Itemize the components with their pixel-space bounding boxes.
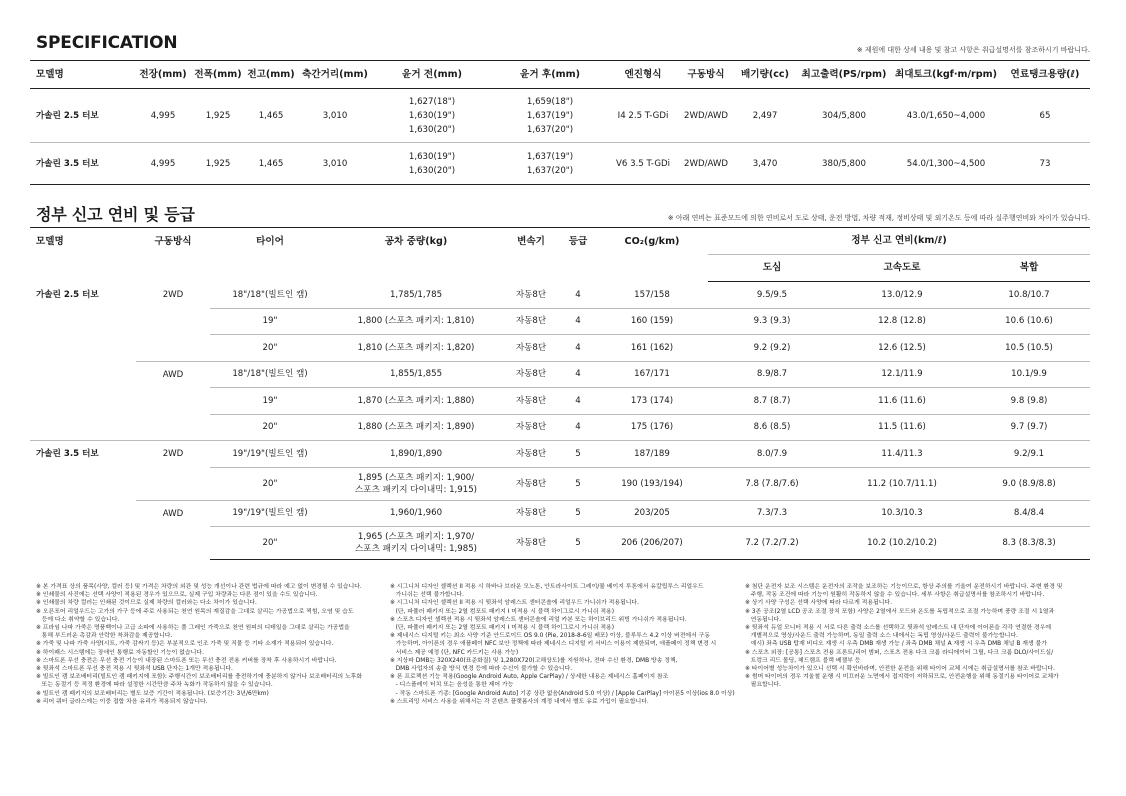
co2-value: 175 (176) — [596, 414, 708, 441]
fuel-header-model: 모델명 — [30, 228, 136, 282]
spec-header: 최대토크(kgf·m/rpm) — [892, 61, 1000, 89]
spec-header: 구동방식 — [678, 61, 734, 89]
footnote-line: ※ 첨단 운전자 보조 시스템은 운전자의 조작을 보조하는 기능이므로, 항상 주의를 기울여 운전하시기 바랍니다. 주변 환경 및 — [745, 584, 1063, 590]
tire-value: 19"/19"(빌트인 캠) — [210, 441, 330, 468]
footnote-line: ※ 빌트인 캠 패키지의 보조배터리는 별도 보증 기간이 적용됩니다. (보증기간: 3년/6만km) — [36, 690, 269, 697]
city-value: 8.6 (8.5) — [708, 414, 836, 441]
footnote-line: 등에 다소 취약할 수 있습니다. — [36, 616, 120, 623]
weight-line: 스포츠 패키지 다이내믹: 1,915) — [354, 484, 478, 495]
weight-value: 1,880 (스포츠 패키지: 1,890) — [330, 414, 502, 441]
fuel-header-combined: 복합 — [968, 255, 1090, 282]
spec-title: SPECIFICATION — [36, 33, 178, 53]
model-name: 가솔린 3.5 터보 — [30, 143, 134, 185]
footnote-line: ※ 썸머 타이어의 경우 겨울철 운행 시 미끄러운 노면에서 접지력이 저하되므로, 안전운행을 위해 동절기용 타이어로 교체가 — [745, 674, 1059, 681]
footnote-line: 예시) 좌측 USB 탑재 비디오 재생 시 우측 DMB 재생 가능 / 좌측 DMB 채널 A 재생 시 우측 DMB 채널 B 재생 불가 — [745, 641, 1047, 648]
rear-tread-value — [492, 89, 608, 143]
front-tread-value — [372, 89, 492, 143]
combined-value: 10.6 (10.6) — [968, 308, 1090, 335]
highway-value: 11.5 (11.6) — [836, 414, 968, 441]
co2-value: 157/158 — [596, 282, 708, 309]
footnote-line: ※ 하이패스 시스템에는 장애인 통행료 자동할인 기능이 없습니다. — [36, 649, 204, 656]
table-row — [30, 143, 1090, 185]
grade-value: 5 — [560, 527, 596, 560]
weight-line: 1,895 (스포츠 패키지: 1,900/ — [357, 472, 475, 483]
highway-value: 13.0/12.9 — [836, 282, 968, 309]
fuel-header-efficiency: 정부 신고 연비(km/ℓ) — [708, 228, 1090, 255]
combined-value: 9.2/9.1 — [968, 441, 1090, 468]
drive-value: 2WD/AWD — [678, 89, 734, 143]
wheelbase-value: 3,010 — [298, 143, 372, 185]
footnote-line: 또는 동절기 등 적정 환경에 따라 설정한 시간만큼 주차 녹화가 작동하지 않을 수 있습니다. — [36, 682, 273, 689]
footnote-line: ※ 본 가격표 상의 품목(사양, 컬러 등) 및 가격은 차량의 외관 및 성능 개선이나 관련 법규에 따라 예고 없이 변경될 수 있습니다. — [36, 584, 362, 590]
length-value: 4,995 — [134, 143, 192, 185]
combined-value: 9.7 (9.7) — [968, 414, 1090, 441]
trans-value: 자동8단 — [502, 467, 560, 500]
grade-value: 5 — [560, 467, 596, 500]
city-value: 8.9/8.7 — [708, 361, 836, 388]
wheelbase-value: 3,010 — [298, 89, 372, 143]
footnote-line: ※ 타이어별 성능차이가 있으니 선택 시 확인바라며, 안전한 운전을 위해 타이어 교체 시에는 취급설명서를 참조 바랍니다. — [745, 666, 1055, 673]
co2-value: 167/171 — [596, 361, 708, 388]
city-value: 8.7 (8.7) — [708, 388, 836, 415]
spec-header: 전장(mm) — [134, 61, 192, 89]
grade-value: 4 — [560, 388, 596, 415]
footnotes-column-2 — [390, 583, 742, 706]
footnote-line: - 디스플레이 터치 또는 음성을 통한 제어 가능 — [390, 682, 514, 689]
footnotes-column-3 — [745, 583, 1097, 690]
weight-value: 1,960/1,960 — [330, 500, 502, 527]
fuel-table — [30, 227, 1090, 560]
spec-header: 모델명 — [30, 61, 134, 89]
table-row — [30, 500, 1090, 527]
power-value: 304/5,800 — [796, 89, 892, 143]
rear-tread-value — [492, 143, 608, 185]
front-tread-line: 1,630(20") — [408, 124, 456, 135]
highway-value: 12.1/11.9 — [836, 361, 968, 388]
drive-value: 2WD — [136, 282, 210, 362]
co2-value: 161 (162) — [596, 335, 708, 362]
tank-value: 65 — [1000, 89, 1090, 143]
width-value: 1,925 — [192, 89, 244, 143]
trans-value: 자동8단 — [502, 388, 560, 415]
footnote-line: ※ 3존 공조(2열 LCD 공조 조절 장치 포함) 사양은 2열에서 모드와 온도를 독립적으로 조절 가능하며 풍량 조절 시 1열과 — [745, 608, 1055, 615]
weight-value: 1,870 (스포츠 패키지: 1,880) — [330, 388, 502, 415]
engine-value: I4 2.5 T-GDi — [608, 89, 678, 143]
tire-value: 19"/19"(빌트인 캠) — [210, 500, 330, 527]
footnote-line: - 작동 스마트폰 기종: [Google Android Auto] 기종 상관 없음(Android 5.0 이상) / [Apple CarPlay] 아이폰5 이상(ios 8.0 이상) — [390, 690, 735, 697]
table-row — [30, 361, 1090, 388]
highway-value: 10.3/10.3 — [836, 500, 968, 527]
highway-value: 10.2 (10.2/10.2) — [836, 527, 968, 560]
footnote-line: 통해 부드러운 촉감과 안락한 착좌감을 제공합니다. — [36, 633, 173, 640]
footnote-line: 연동됩니다. — [745, 616, 781, 623]
trans-value: 자동8단 — [502, 441, 560, 468]
rear-tread-line: 1,659(18") — [526, 96, 574, 107]
weight-value: 1,785/1,785 — [330, 282, 502, 309]
spec-header: 엔진형식 — [608, 61, 678, 89]
footnote-line: ※ 리어 쿼터 글라스에는 이중 접합 차음 유리가 적용되지 않습니다. — [36, 698, 208, 705]
rear-tread-line: 1,637(20") — [526, 124, 574, 135]
footnote-line: 개별적으로 영상/사운드 출력 가능하며, 동일 출력 소스 내에서는 독립 영상/사운드 출력이 불가능합니다. — [745, 633, 1018, 640]
footnote-line: ※ 스포츠 디자인 셀렉션 적용 시 뒷좌석 암레스트 센터콘솔에 리얼 카본 또는 하이브리드 위빙 가니쉬가 적용됩니다. — [390, 616, 687, 623]
grade-value: 4 — [560, 361, 596, 388]
length-value: 4,995 — [134, 89, 192, 143]
weight-value: 1,810 (스포츠 패키지: 1,820) — [330, 335, 502, 362]
tire-value: 18"/18"(빌트인 캠) — [210, 282, 330, 309]
rear-tread-line: 1,637(20") — [526, 165, 574, 176]
torque-value: 43.0/1,650~4,000 — [892, 89, 1000, 143]
footnote-line: (단, 파퓰러 패키지 또는 2열 컴포트 패키지 I 미적용 시 블랙 하이그로시 가니쉬 적용) — [390, 625, 615, 632]
drive-value: AWD — [136, 361, 210, 441]
tire-value: 19" — [210, 308, 330, 335]
spec-header: 전폭(mm) — [192, 61, 244, 89]
city-value: 7.2 (7.2/7.2) — [708, 527, 836, 560]
tire-value: 19" — [210, 388, 330, 415]
front-tread-value — [372, 143, 492, 185]
front-tread-line: 1,630(20") — [408, 165, 456, 176]
combined-value: 8.3 (8.3/8.3) — [968, 527, 1090, 560]
front-tread-line: 1,630(19") — [408, 151, 456, 162]
footnote-line: 트렁크 리드 몰딩, 헤드램프 블랙 베젤부 등 — [745, 657, 861, 664]
co2-value: 187/189 — [596, 441, 708, 468]
weight-value — [330, 527, 502, 560]
table-row — [30, 441, 1090, 468]
spec-header: 연료탱크용량(ℓ) — [1000, 61, 1090, 89]
co2-value: 203/205 — [596, 500, 708, 527]
grade-value: 4 — [560, 335, 596, 362]
co2-value: 190 (193/194) — [596, 467, 708, 500]
tire-value: 20" — [210, 527, 330, 560]
footnote-line: ※ 스트리밍 서비스 사용을 위해서는 각 콘텐츠 플랫폼사의 계정 내에서 별도 유료 가입이 필요합니다. — [390, 698, 649, 705]
front-tread-line: 1,630(19") — [408, 110, 456, 121]
co2-value: 160 (159) — [596, 308, 708, 335]
tire-value: 18"/18"(빌트인 캠) — [210, 361, 330, 388]
grade-value: 4 — [560, 282, 596, 309]
city-value: 8.0/7.9 — [708, 441, 836, 468]
combined-value: 10.5 (10.5) — [968, 335, 1090, 362]
highway-value: 12.6 (12.5) — [836, 335, 968, 362]
city-value: 9.2 (9.2) — [708, 335, 836, 362]
combined-value: 8.4/8.4 — [968, 500, 1090, 527]
footnote-line: ※ 가죽 및 나파 가죽 사양(시트, 가죽 감싸기 등)은 부분적으로 인조 가죽 및 직물 등 기타 소재가 적용되어 있습니다. — [36, 641, 334, 648]
highway-value: 12.8 (12.8) — [836, 308, 968, 335]
fuel-header-weight: 공차 중량(kg) — [330, 228, 502, 282]
footnote-line: ※ 제네시스 디지털 키는 최소 사양 기준 안드로이드 OS 9.0 (Pie, 2018-8-6일 배포) 이상, 블루투스 4.2 이상 버전에서 구동 — [390, 633, 711, 640]
highway-value: 11.2 (10.7/11.1) — [836, 467, 968, 500]
weight-value — [330, 467, 502, 500]
rear-tread-line: 1,637(19") — [526, 151, 574, 162]
footnote-line: ※ 상기 사양 구성은 선택 사양에 따라 다르게 적용됩니다. — [745, 600, 892, 607]
front-tread-line: 1,627(18") — [408, 96, 456, 107]
table-row — [30, 89, 1090, 143]
footnote-line: ※ 시그니처 디자인 셀렉션 II 적용 시 뒷좌석 암레스트 센터콘솔에 리얼우드 가니쉬가 적용됩니다. — [390, 600, 639, 607]
displacement-value: 2,497 — [734, 89, 796, 143]
fuel-title: 정부 신고 연비 및 등급 — [36, 205, 195, 224]
combined-value: 10.8/10.7 — [968, 282, 1090, 309]
drive-value: 2WD — [136, 441, 210, 501]
spec-header: 윤거 전(mm) — [372, 61, 492, 89]
fuel-header-city: 도심 — [708, 255, 836, 282]
model-name: 가솔린 2.5 터보 — [30, 89, 134, 143]
drive-value: AWD — [162, 508, 184, 519]
footnote-line: ※ 인쇄물의 차량 컬러는 인쇄된 것이므로 실제 차량의 컬러와는 다소 차이가 있습니다. — [36, 600, 257, 607]
power-value: 380/5,800 — [796, 143, 892, 185]
height-value: 1,465 — [244, 89, 298, 143]
city-value: 9.3 (9.3) — [708, 308, 836, 335]
height-value: 1,465 — [244, 143, 298, 185]
footnotes-column-1 — [36, 583, 388, 706]
footnote-line: ※ 스포츠 외장: [공통] 스포츠 전용 프론트/리어 범퍼, 스포츠 전용 다크 크롬 라디에이터 그릴, 다크 크롬 DLO/사이드실/ — [745, 649, 1054, 656]
tire-value: 20" — [210, 414, 330, 441]
trans-value: 자동8단 — [502, 414, 560, 441]
fuel-header-tire: 타이어 — [210, 228, 330, 282]
highway-value: 11.6 (11.6) — [836, 388, 968, 415]
footnote-line: (단, 파퓰러 패키지 또는 2열 컴포트 패키지 I 미적용 시 블랙 하이그로시 가니쉬 적용) — [390, 608, 615, 615]
weight-line: 1,965 (스포츠 패키지: 1,970/ — [357, 532, 475, 542]
highway-value: 11.4/11.3 — [836, 441, 968, 468]
trans-value: 자동8단 — [502, 282, 560, 309]
combined-value: 10.1/9.9 — [968, 361, 1090, 388]
footnote-line: 필요합니다. — [745, 682, 781, 689]
torque-value: 54.0/1,300~4,500 — [892, 143, 1000, 185]
fuel-header-grade: 등급 — [560, 228, 596, 282]
footnote-line: ※ 폰 프로젝션 기능 적용(Google Android Auto, Apple CarPlay) / 상세한 내용은 제네시스 홈페이지 참조 — [390, 674, 669, 681]
footnote-line: ※ 지상파 DMB는 320X240(표준화질) 및 1,280X720(고해상도)를 지원하나, 전파 수신 환경, DMB 방송 정책, — [390, 657, 678, 664]
spec-table — [30, 60, 1090, 185]
grade-value: 4 — [560, 308, 596, 335]
spec-header: 전고(mm) — [244, 61, 298, 89]
footnote-line: ※ 오픈포어 리얼우드는 고가의 가구 등에 주로 사용되는 천연 원목의 재질감을 그대로 살리는 가공법으로 찍힘, 오염 및 습도 — [36, 608, 354, 615]
tire-value: 20" — [210, 335, 330, 362]
weight-line: 스포츠 패키지 다이내믹: 1,985) — [354, 544, 478, 554]
weight-value: 1,855/1,855 — [330, 361, 502, 388]
engine-value: V6 3.5 T-GDi — [608, 143, 678, 185]
trans-value: 자동8단 — [502, 361, 560, 388]
tank-value: 73 — [1000, 143, 1090, 185]
fuel-note: ※ 아래 연비는 표준모드에 의한 연비로서 도로 상태, 운전 방법, 차량 적재, 정비상태 및 외기온도 등에 따라 실주행연비와 차이가 있습니다. — [667, 214, 1090, 222]
weight-value: 1,890/1,890 — [330, 441, 502, 468]
rear-tread-line: 1,637(19") — [526, 110, 574, 121]
trans-value: 자동8단 — [502, 500, 560, 527]
spec-header: 축간거리(mm) — [298, 61, 372, 89]
co2-value: 173 (174) — [596, 388, 708, 415]
footnote-line: ※ 뒷좌석 듀얼 모니터 적용 시 서로 다른 출력 소스를 선택하고 뒷좌석 암레스트 내 단자에 이어폰을 각각 연결한 경우에 — [745, 625, 1052, 632]
fuel-header-co2: CO₂(g/km) — [596, 228, 708, 282]
table-row — [30, 282, 1090, 309]
spec-header: 최고출력(PS/rpm) — [796, 61, 892, 89]
footnote-line: ※ 뒷좌석 스마트폰 무선 충전 적용 시 뒷좌석 USB 단자는 1개만 적용됩니다. — [36, 666, 233, 673]
footnote-line: ※ 시그니처 디자인 셀렉션 II 적용 시 하바나 브라운 모노톤, 안트라사이트 그레이/뮬 베이지 투톤에서 유칼립투스 리얼우드 — [390, 584, 704, 590]
footnote-line: 가니쉬는 선택 불가합니다. — [390, 592, 464, 599]
fuel-header-trans: 변속기 — [502, 228, 560, 282]
spec-note: ※ 제원에 대한 상세 내용 및 참고 사항은 취급설명서를 참조하시기 바랍니다. — [856, 46, 1090, 54]
co2-value: 206 (206/207) — [596, 527, 708, 560]
city-value: 9.5/9.5 — [708, 282, 836, 309]
footnote-line: 서비스 제공 예정 (단, NFC 카드키는 사용 가능) — [390, 649, 519, 656]
tire-value: 20" — [210, 467, 330, 500]
trans-value: 자동8단 — [502, 308, 560, 335]
model-name: 가솔린 2.5 터보 — [30, 282, 136, 441]
spec-header: 윤거 후(mm) — [492, 61, 608, 89]
footnote-line: 주행, 작동 조건에 따라 기능이 원활히 작동하지 않을 수 있습니다. 세부 사항은 취급설명서를 참조하시기 바랍니다. — [745, 592, 1045, 599]
grade-value: 4 — [560, 414, 596, 441]
footnote-line: DMB 사업자의 송출 방식 변경 등에 따라 수신이 불가할 수 있습니다. — [390, 666, 573, 673]
fuel-header-highway: 고속도로 — [836, 255, 968, 282]
drive-value: 2WD/AWD — [678, 143, 734, 185]
spec-header: 배기량(cc) — [734, 61, 796, 89]
combined-value: 9.0 (8.9/8.8) — [968, 467, 1090, 500]
city-value: 7.3/7.3 — [708, 500, 836, 527]
fuel-header-drive: 구동방식 — [136, 228, 210, 282]
trans-value: 자동8단 — [502, 527, 560, 560]
grade-value: 5 — [560, 441, 596, 468]
weight-value: 1,800 (스포츠 패키지: 1,810) — [330, 308, 502, 335]
trans-value: 자동8단 — [502, 335, 560, 362]
footnote-line: 가능하며, 아이폰의 경우 애플페이 NFC 보안 정책에 따라 제네시스 디지털 키 서비스 이용이 제한되며, 애플페이 정책 변경 시 — [390, 641, 717, 648]
displacement-value: 3,470 — [734, 143, 796, 185]
model-name: 가솔린 3.5 터보 — [36, 449, 99, 459]
combined-value: 9.8 (9.8) — [968, 388, 1090, 415]
width-value: 1,925 — [192, 143, 244, 185]
city-value: 7.8 (7.8/7.6) — [708, 467, 836, 500]
footnote-line: ※ 인쇄물의 사진에는 선택 사양이 적용된 경우가 있으므로, 실제 구입 차량과는 다른 점이 있을 수도 있습니다. — [36, 592, 318, 599]
footnote-line: ※ 빌트인 캠 보조배터리(빌트인 캠 패키지에 포함): 주행시간이 보조배터리를 충전하기에 충분하지 않거나 보조배터리의 노후화 — [36, 674, 363, 681]
grade-value: 5 — [560, 500, 596, 527]
footnote-line: ※ 스마트폰 무선 충전은 무선 충전 기능이 내장된 스마트폰 또는 무선 충전 전용 커버를 장착 후 사용하시기 바랍니다. — [36, 657, 337, 664]
footnote-line: ※ 프라임 나파 가죽은 명품백이나 고급 소파에 사용하는 풀 그레인 가죽으로 천연 원피의 디테일을 그대로 살리는 가공법을 — [36, 625, 350, 632]
